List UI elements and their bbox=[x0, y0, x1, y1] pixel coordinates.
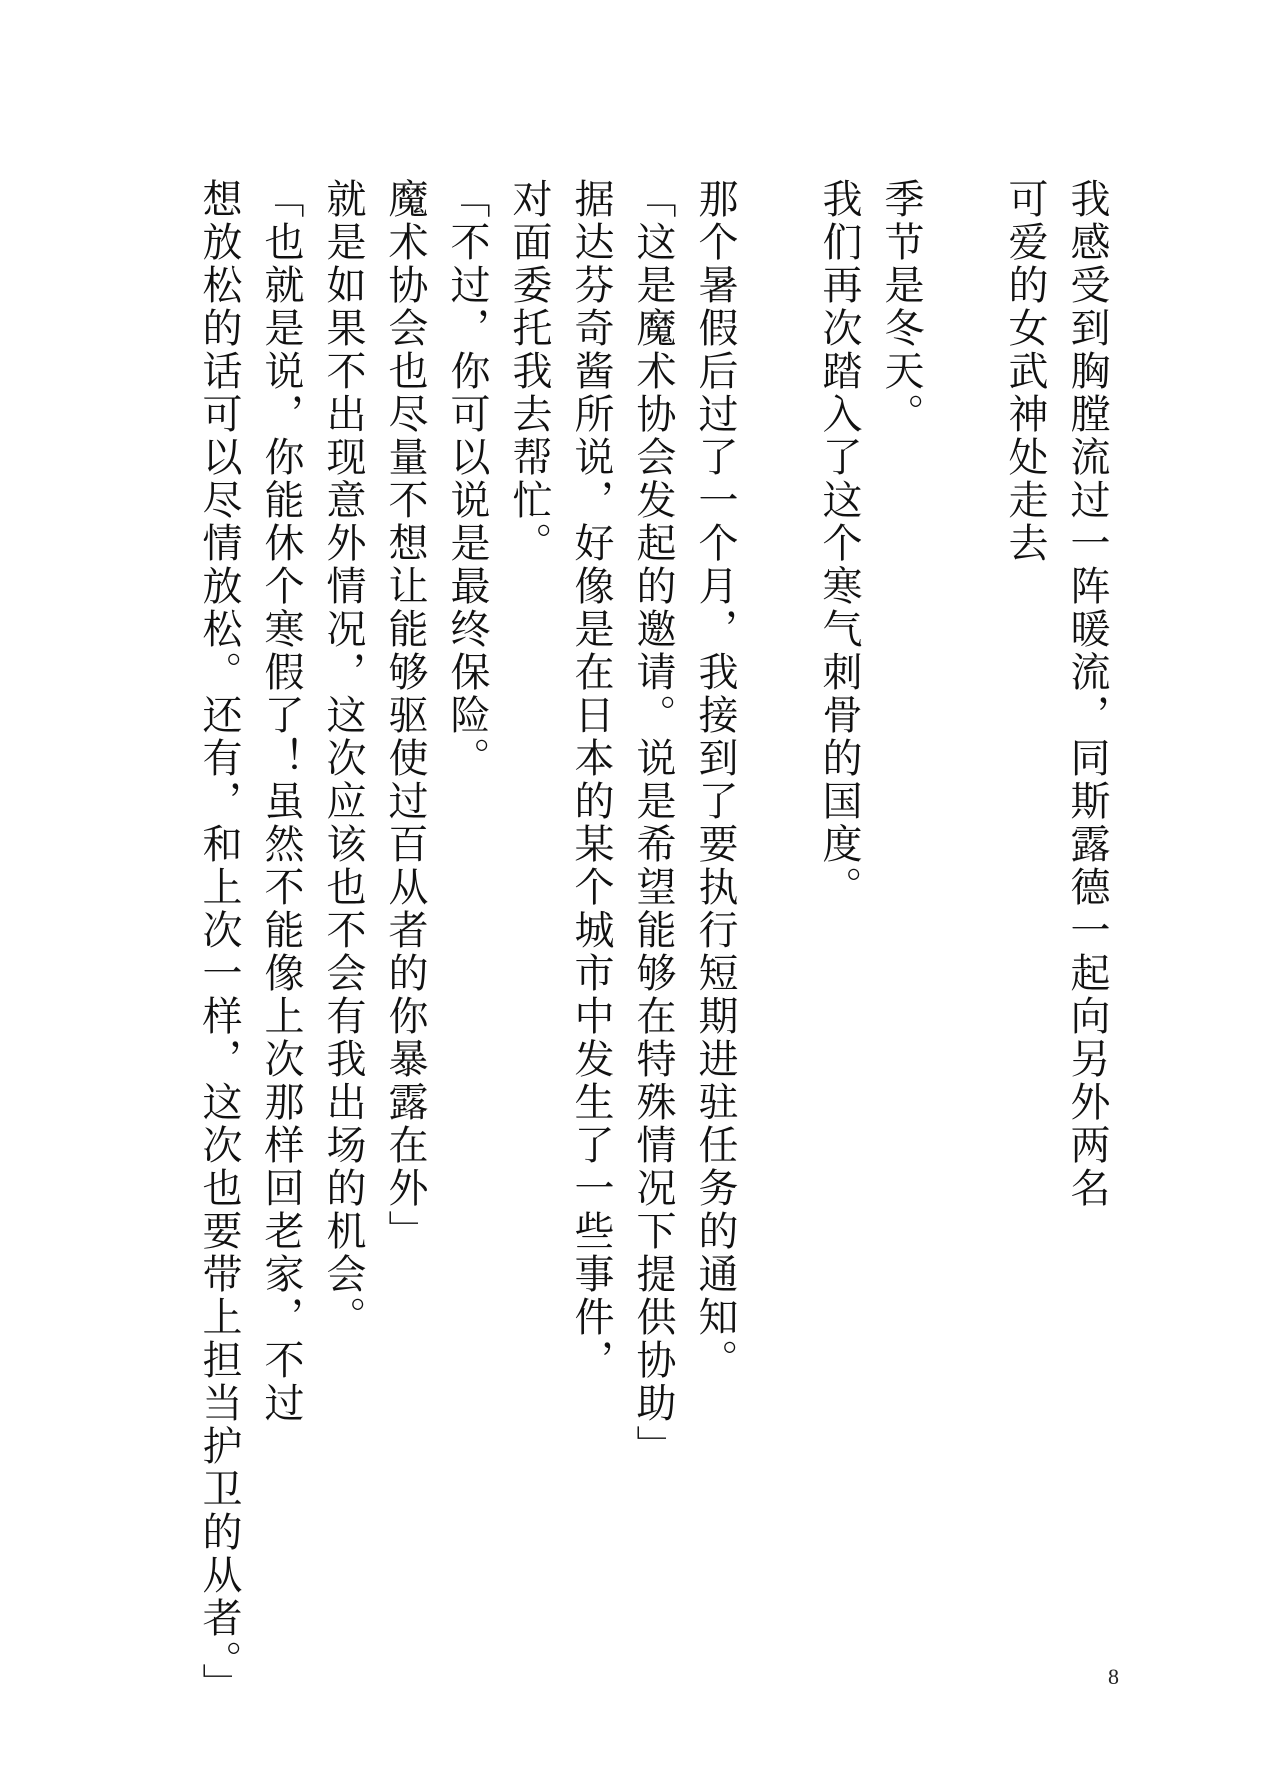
text-line: 「也就是说，你能休个寒假了！虽然不能像上次那样回老家，不过 bbox=[258, 178, 304, 1425]
page-number: 8 bbox=[1108, 1664, 1119, 1689]
text-line: 魔术协会也尽量不想让能够驱使过百从者的你暴露在外」 bbox=[382, 178, 428, 1253]
text-line: 「这是魔术协会发起的邀请。说是希望能够在特殊情况下提供协助」 bbox=[630, 178, 676, 1468]
text-line: 对面委托我去帮忙。 bbox=[506, 178, 552, 565]
text-line: 就是如果不出现意外情况，这次应该也不会有我出场的机会。 bbox=[320, 178, 366, 1339]
paragraph-spacer bbox=[746, 178, 808, 1638]
text-line: 我感受到胸膛流过一阵暖流，同斯露德一起向另外两名 bbox=[1064, 178, 1110, 1210]
paragraph-spacer bbox=[932, 178, 994, 1638]
text-line: 可爱的女武神处走去 bbox=[1002, 178, 1048, 565]
text-line: 「不过，你可以说是最终保险。 bbox=[444, 178, 490, 780]
vertical-text-body bbox=[188, 178, 1118, 1706]
text-line: 我们再次踏入了这个寒气刺骨的国度。 bbox=[816, 178, 862, 909]
text-line: 那个暑假后过了一个月，我接到了要执行短期进驻任务的通知。 bbox=[692, 178, 738, 1382]
text-line: 据达芬奇酱所说，好像是在日本的某个城市中发生了一些事件， bbox=[568, 178, 614, 1382]
text-line: 季节是冬天。 bbox=[878, 178, 924, 436]
text-line: 想放松的话可以尽情放松。还有，和上次一样，这次也要带上担当护卫的从者。」 bbox=[196, 178, 242, 1706]
